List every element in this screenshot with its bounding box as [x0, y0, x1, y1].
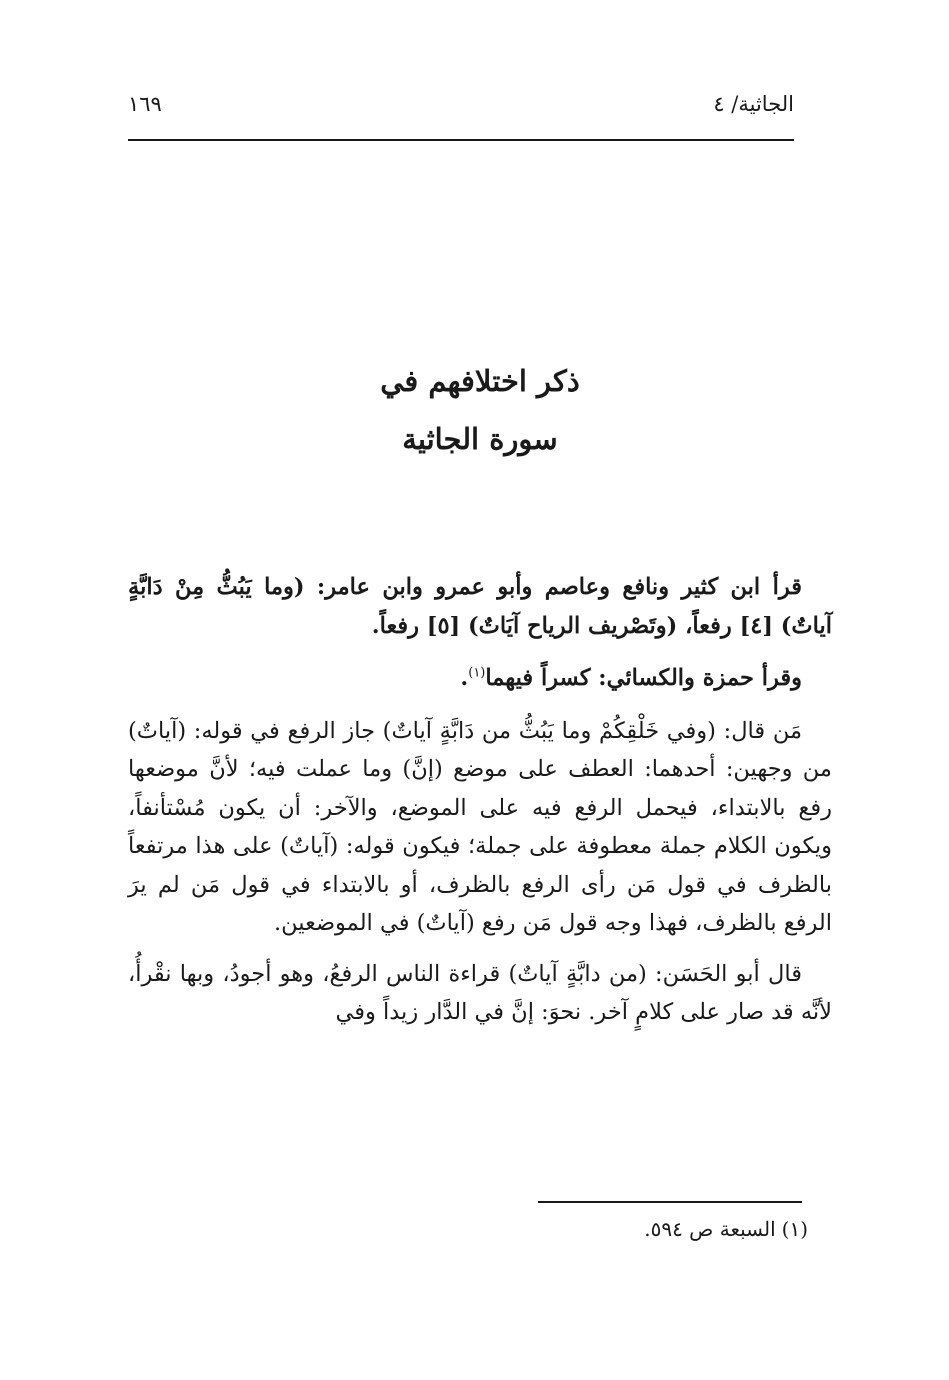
body-text [128, 568, 832, 1044]
running-header-title: الجاثية/ ٤ [713, 92, 794, 116]
header-divider [128, 139, 794, 141]
footnote-reference[interactable]: (١) [468, 665, 486, 681]
paragraph-2-text: وقرأ حمزة والكسائي: كسراً فيهما [485, 665, 802, 691]
paragraph-3: مَن قال: (وفي خَلْقِكُمْ وما يَبُثُّ من دَابَّةٍ آياتٌ) جاز الرفع في قوله: (آياتٌ) من وجهين: أحدهما: العطف على موضع (إنَّ) وما عملت فيه؛ لأنَّ موضعها رفع بالابتداء، فيحمل الرفع فيه على الموضع، والآخر: أن يكون مُسْتأنفاً، ويكون الكلام جملة معطوفة على جملة؛ فيكون قوله: (آياتٌ) على هذا مرتفعاً بالظرف في قول مَن رأى الرفع بالظرف، أو بالابتداء في قول مَن لم يرَ الرفع بالظرف، فهذا وجه قول مَن رفع (آياتٌ) في الموضعين. [128, 717, 832, 936]
footnote [128, 1212, 808, 1246]
footnote-mark: (١) [781, 1217, 808, 1241]
paragraph-2-end: . [460, 665, 469, 691]
page-number: ١٦٩ [128, 92, 162, 116]
chapter-heading-line-1: ذكر اختلافهم في [380, 364, 580, 398]
running-header [128, 86, 794, 126]
chapter-heading-line-2: سورة الجاثية [402, 422, 558, 456]
footnote-divider [538, 1201, 802, 1203]
chapter-heading [128, 352, 832, 468]
paragraph-4: قال أبو الحَسَن: (من دابَّةٍ آياتٌ) قراءة الناس الرفعُ، وهو أجودُ، وبها نقْرأُ، لأنَّه قد صار على كلامٍ آخر. نحوَ: إنَّ في الدَّار زيداً وفي [128, 960, 832, 1025]
footnote-text: السبعة ص ٥٩٤. [644, 1217, 776, 1241]
paragraph-2 [128, 659, 832, 698]
paragraph-1: قرأ ابن كثير ونافع وعاصم وأبو عمرو وابن عامر: (وما يَبُثُّ مِنْ دَابَّةٍ آياتٌ) [٤] رفعاً، (وتَصْريف الرياح آيَاتٌ) [٥] رفعاً. [128, 574, 832, 639]
